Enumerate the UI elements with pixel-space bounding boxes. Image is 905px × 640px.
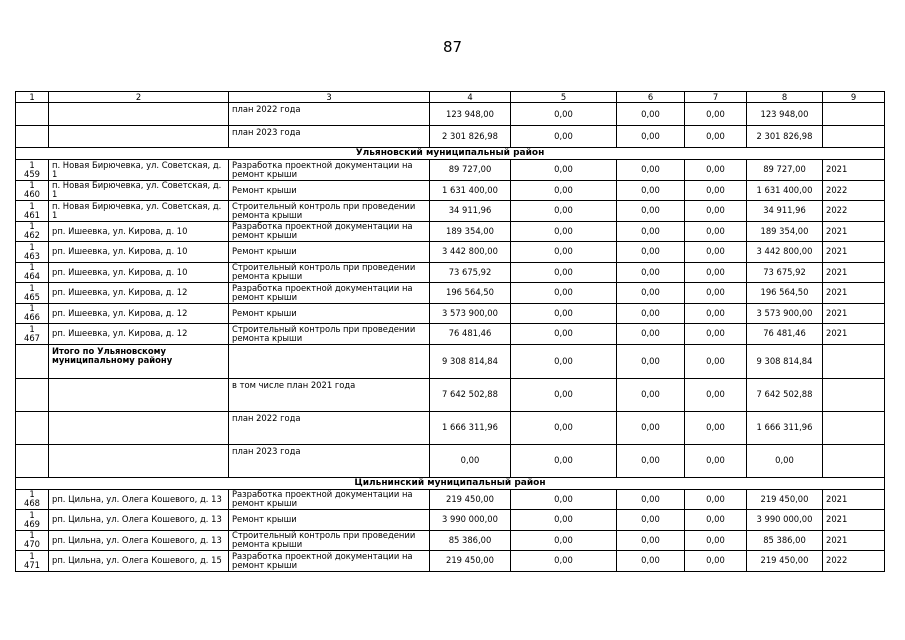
amount-total-cell: 3 573 900,00 (430, 303, 511, 324)
work-type-cell: Разработка проектной документации на ремонт крыши (229, 551, 430, 572)
year-cell: 2021 (823, 160, 885, 181)
table-row (16, 303, 885, 324)
amount-cell: 0,00 (685, 530, 747, 551)
amount-total-cell: 3 990 000,00 (430, 510, 511, 531)
empty-cell (16, 126, 49, 148)
row-number-part: 470 (24, 539, 40, 550)
section-header-row (16, 148, 885, 160)
amount-net-cell: 76 481,46 (747, 324, 823, 345)
amount-cell: 0,00 (617, 489, 685, 510)
plan-row (16, 444, 885, 477)
page-number: 87 (442, 38, 463, 56)
row-number-part: 464 (24, 271, 40, 282)
row-number-part: 1 (29, 530, 35, 541)
amount-net-cell: 196 564,50 (747, 283, 823, 304)
address-cell: п. Новая Бирючевка, ул. Советская, д. 1 (49, 201, 229, 222)
amount-cell: 0,00 (685, 489, 747, 510)
plan-row (16, 411, 885, 444)
year-cell: 2022 (823, 180, 885, 201)
column-number-header-row (16, 92, 885, 103)
amount-cell: 0,00 (685, 510, 747, 531)
address-cell: рп. Цильна, ул. Олега Кошевого, д. 13 (49, 489, 229, 510)
amount-cell: 0,00 (617, 103, 685, 126)
amount-net-cell: 9 308 814,84 (747, 344, 823, 378)
empty-cell (49, 103, 229, 126)
amount-cell: 0,00 (511, 444, 617, 477)
amount-total-cell: 123 948,00 (430, 103, 511, 126)
table-row (16, 262, 885, 283)
amount-cell: 0,00 (685, 411, 747, 444)
year-cell: 2021 (823, 221, 885, 242)
year-cell: 2021 (823, 324, 885, 345)
address-cell: рп. Ишеевка, ул. Кирова, д. 12 (49, 283, 229, 304)
row-number (16, 510, 49, 531)
amount-cell: 0,00 (511, 283, 617, 304)
row-number (16, 530, 49, 551)
amount-cell: 0,00 (685, 378, 747, 411)
empty-cell (16, 411, 49, 444)
amount-cell: 0,00 (617, 303, 685, 324)
amount-cell: 0,00 (617, 283, 685, 304)
amount-net-cell: 3 442 800,00 (747, 242, 823, 263)
amount-total-cell: 2 301 826,98 (430, 126, 511, 148)
work-type-cell: Ремонт крыши (229, 242, 430, 263)
year-cell: 2021 (823, 303, 885, 324)
amount-cell: 0,00 (617, 221, 685, 242)
work-type-cell: Разработка проектной документации на ремонт крыши (229, 160, 430, 181)
row-number (16, 160, 49, 181)
year-cell: 2022 (823, 201, 885, 222)
amount-net-cell: 85 386,00 (747, 530, 823, 551)
row-number (16, 201, 49, 222)
amount-total-cell: 1 666 311,96 (430, 411, 511, 444)
address-cell: п. Новая Бирючевка, ул. Советская, д. 1 (49, 160, 229, 181)
row-number (16, 242, 49, 263)
amount-cell: 0,00 (617, 444, 685, 477)
amount-cell: 0,00 (685, 344, 747, 378)
year-cell: 2021 (823, 530, 885, 551)
row-number-part: 465 (24, 291, 40, 302)
amount-net-cell: 189 354,00 (747, 221, 823, 242)
year-cell: 2021 (823, 489, 885, 510)
work-type-cell: Строительный контроль при проведении ремонта крыши (229, 262, 430, 283)
row-number-part: 460 (24, 189, 40, 200)
amount-net-cell: 219 450,00 (747, 489, 823, 510)
work-type-cell: Строительный контроль при проведении ремонта крыши (229, 324, 430, 345)
amount-net-cell: 1 666 311,96 (747, 411, 823, 444)
year-cell (823, 444, 885, 477)
amount-net-cell: 3 990 000,00 (747, 510, 823, 531)
amount-net-cell: 123 948,00 (747, 103, 823, 126)
plan-row (16, 378, 885, 411)
year-cell (823, 411, 885, 444)
amount-total-cell: 9 308 814,84 (430, 344, 511, 378)
empty-cell (49, 126, 229, 148)
amount-cell: 0,00 (685, 444, 747, 477)
amount-total-cell: 34 911,96 (430, 201, 511, 222)
amount-cell: 0,00 (685, 324, 747, 345)
row-number (16, 283, 49, 304)
amount-cell: 0,00 (511, 551, 617, 572)
amount-cell: 0,00 (617, 242, 685, 263)
plan-label: план 2022 года (229, 103, 430, 126)
empty-cell (16, 344, 49, 378)
year-cell (823, 378, 885, 411)
amount-cell: 0,00 (617, 344, 685, 378)
amount-cell: 0,00 (511, 324, 617, 345)
row-number-part: 1 (29, 241, 35, 252)
amount-total-cell: 7 642 502,88 (430, 378, 511, 411)
row-number-part: 1 (29, 303, 35, 314)
row-number (16, 180, 49, 201)
row-number-part: 1 (29, 550, 35, 561)
table-row (16, 283, 885, 304)
plan-label (229, 344, 430, 378)
row-number-part: 461 (24, 209, 40, 220)
amount-net-cell: 3 573 900,00 (747, 303, 823, 324)
row-number (16, 324, 49, 345)
year-cell (823, 344, 885, 378)
year-cell: 2021 (823, 262, 885, 283)
amount-net-cell: 1 631 400,00 (747, 180, 823, 201)
address-cell: рп. Цильна, ул. Олега Кошевого, д. 13 (49, 530, 229, 551)
header-cell: 5 (511, 92, 617, 103)
plan-row (16, 103, 885, 126)
year-cell (823, 126, 885, 148)
table-row (16, 551, 885, 572)
row-number-part: 459 (24, 168, 40, 179)
table-row (16, 510, 885, 531)
row-number-part: 468 (24, 498, 40, 509)
amount-cell: 0,00 (617, 262, 685, 283)
header-cell: 7 (685, 92, 747, 103)
amount-net-cell: 2 301 826,98 (747, 126, 823, 148)
work-type-cell: Разработка проектной документации на ремонт крыши (229, 489, 430, 510)
amount-cell: 0,00 (511, 411, 617, 444)
amount-total-cell: 3 442 800,00 (430, 242, 511, 263)
amount-total-cell: 1 631 400,00 (430, 180, 511, 201)
header-cell: 3 (229, 92, 430, 103)
amount-cell: 0,00 (685, 303, 747, 324)
amount-net-cell: 219 450,00 (747, 551, 823, 572)
row-number-part: 1 (29, 262, 35, 273)
address-cell: рп. Ишеевка, ул. Кирова, д. 12 (49, 303, 229, 324)
empty-cell (16, 103, 49, 126)
empty-cell (16, 378, 49, 411)
work-type-cell: Разработка проектной документации на ремонт крыши (229, 221, 430, 242)
address-cell: рп. Ишеевка, ул. Кирова, д. 10 (49, 262, 229, 283)
row-number-part: 1 (29, 221, 35, 232)
row-number (16, 221, 49, 242)
amount-cell: 0,00 (617, 530, 685, 551)
work-type-cell: Разработка проектной документации на ремонт крыши (229, 283, 430, 304)
table-row (16, 324, 885, 345)
section-title: Ульяновский муниципальный район (16, 148, 885, 160)
year-cell: 2021 (823, 242, 885, 263)
amount-cell: 0,00 (617, 126, 685, 148)
empty-cell (49, 411, 229, 444)
row-number-part: 462 (24, 230, 40, 241)
table-row (16, 221, 885, 242)
amount-cell: 0,00 (511, 378, 617, 411)
amount-cell: 0,00 (685, 551, 747, 572)
amount-net-cell: 34 911,96 (747, 201, 823, 222)
work-type-cell: Строительный контроль при проведении ремонта крыши (229, 530, 430, 551)
header-cell: 4 (430, 92, 511, 103)
amount-cell: 0,00 (685, 283, 747, 304)
amount-cell: 0,00 (617, 510, 685, 531)
row-number-part: 467 (24, 332, 40, 343)
amount-total-cell: 196 564,50 (430, 283, 511, 304)
amount-cell: 0,00 (511, 530, 617, 551)
amount-cell: 0,00 (511, 344, 617, 378)
header-cell: 6 (617, 92, 685, 103)
amount-cell: 0,00 (511, 242, 617, 263)
header-cell: 1 (16, 92, 49, 103)
amount-total-cell: 219 450,00 (430, 489, 511, 510)
amount-total-cell: 189 354,00 (430, 221, 511, 242)
plan-label: план 2023 года (229, 444, 430, 477)
address-cell: рп. Цильна, ул. Олега Кошевого, д. 13 (49, 510, 229, 531)
empty-cell (49, 378, 229, 411)
amount-net-cell: 73 675,92 (747, 262, 823, 283)
amount-cell: 0,00 (511, 160, 617, 181)
row-number (16, 551, 49, 572)
table-row (16, 160, 885, 181)
row-number (16, 303, 49, 324)
amount-total-cell: 85 386,00 (430, 530, 511, 551)
amount-cell: 0,00 (685, 180, 747, 201)
empty-cell (49, 444, 229, 477)
plan-row (16, 126, 885, 148)
table-row (16, 242, 885, 263)
row-number-part: 1 (29, 509, 35, 520)
total-label: Итого по Ульяновскому муниципальному району (49, 344, 229, 378)
row-number-part: 1 (29, 180, 35, 191)
amount-total-cell: 0,00 (430, 444, 511, 477)
amount-total-cell: 76 481,46 (430, 324, 511, 345)
address-cell: рп. Ишеевка, ул. Кирова, д. 12 (49, 324, 229, 345)
amount-cell: 0,00 (511, 126, 617, 148)
amount-cell: 0,00 (685, 262, 747, 283)
plan-label: план 2023 года (229, 126, 430, 148)
amount-cell: 0,00 (617, 411, 685, 444)
amount-cell: 0,00 (685, 242, 747, 263)
amount-cell: 0,00 (511, 103, 617, 126)
table-row (16, 180, 885, 201)
year-cell (823, 103, 885, 126)
row-number-part: 463 (24, 250, 40, 261)
amount-cell: 0,00 (511, 303, 617, 324)
row-number-part: 1 (29, 489, 35, 500)
row-number (16, 489, 49, 510)
amount-total-cell: 219 450,00 (430, 551, 511, 572)
address-cell: рп. Ишеевка, ул. Кирова, д. 10 (49, 221, 229, 242)
year-cell: 2022 (823, 551, 885, 572)
row-number-part: 1 (29, 323, 35, 334)
repair-program-table (15, 91, 885, 572)
amount-cell: 0,00 (617, 201, 685, 222)
amount-cell: 0,00 (617, 160, 685, 181)
row-number-part: 1 (29, 200, 35, 211)
row-number-part: 469 (24, 518, 40, 529)
row-number-part: 466 (24, 312, 40, 323)
row-number-part: 471 (24, 559, 40, 570)
amount-cell: 0,00 (511, 489, 617, 510)
amount-cell: 0,00 (511, 510, 617, 531)
row-number (16, 262, 49, 283)
section-title: Цильнинский муниципальный район (16, 477, 885, 489)
section-header-row (16, 477, 885, 489)
row-number-part: 1 (29, 159, 35, 170)
amount-cell: 0,00 (685, 221, 747, 242)
amount-total-cell: 89 727,00 (430, 160, 511, 181)
header-cell: 2 (49, 92, 229, 103)
total-row (16, 344, 885, 378)
header-cell: 9 (823, 92, 885, 103)
work-type-cell: Строительный контроль при проведении ремонта крыши (229, 201, 430, 222)
amount-cell: 0,00 (511, 262, 617, 283)
amount-cell: 0,00 (685, 160, 747, 181)
amount-cell: 0,00 (511, 221, 617, 242)
amount-cell: 0,00 (511, 180, 617, 201)
work-type-cell: Ремонт крыши (229, 510, 430, 531)
amount-cell: 0,00 (617, 378, 685, 411)
table-row (16, 201, 885, 222)
amount-cell: 0,00 (617, 324, 685, 345)
plan-label: в том числе план 2021 года (229, 378, 430, 411)
address-cell: рп. Ишеевка, ул. Кирова, д. 10 (49, 242, 229, 263)
table-row (16, 489, 885, 510)
amount-cell: 0,00 (617, 180, 685, 201)
table-row (16, 530, 885, 551)
work-type-cell: Ремонт крыши (229, 303, 430, 324)
amount-cell: 0,00 (685, 201, 747, 222)
work-type-cell: Ремонт крыши (229, 180, 430, 201)
amount-net-cell: 7 642 502,88 (747, 378, 823, 411)
plan-label: план 2022 года (229, 411, 430, 444)
empty-cell (16, 444, 49, 477)
amount-cell: 0,00 (617, 551, 685, 572)
address-cell: рп. Цильна, ул. Олега Кошевого, д. 15 (49, 551, 229, 572)
address-cell: п. Новая Бирючевка, ул. Советская, д. 1 (49, 180, 229, 201)
year-cell: 2021 (823, 510, 885, 531)
amount-total-cell: 73 675,92 (430, 262, 511, 283)
amount-net-cell: 89 727,00 (747, 160, 823, 181)
header-cell: 8 (747, 92, 823, 103)
amount-net-cell: 0,00 (747, 444, 823, 477)
amount-cell: 0,00 (685, 126, 747, 148)
amount-cell: 0,00 (685, 103, 747, 126)
year-cell: 2021 (823, 283, 885, 304)
row-number-part: 1 (29, 282, 35, 293)
amount-cell: 0,00 (511, 201, 617, 222)
